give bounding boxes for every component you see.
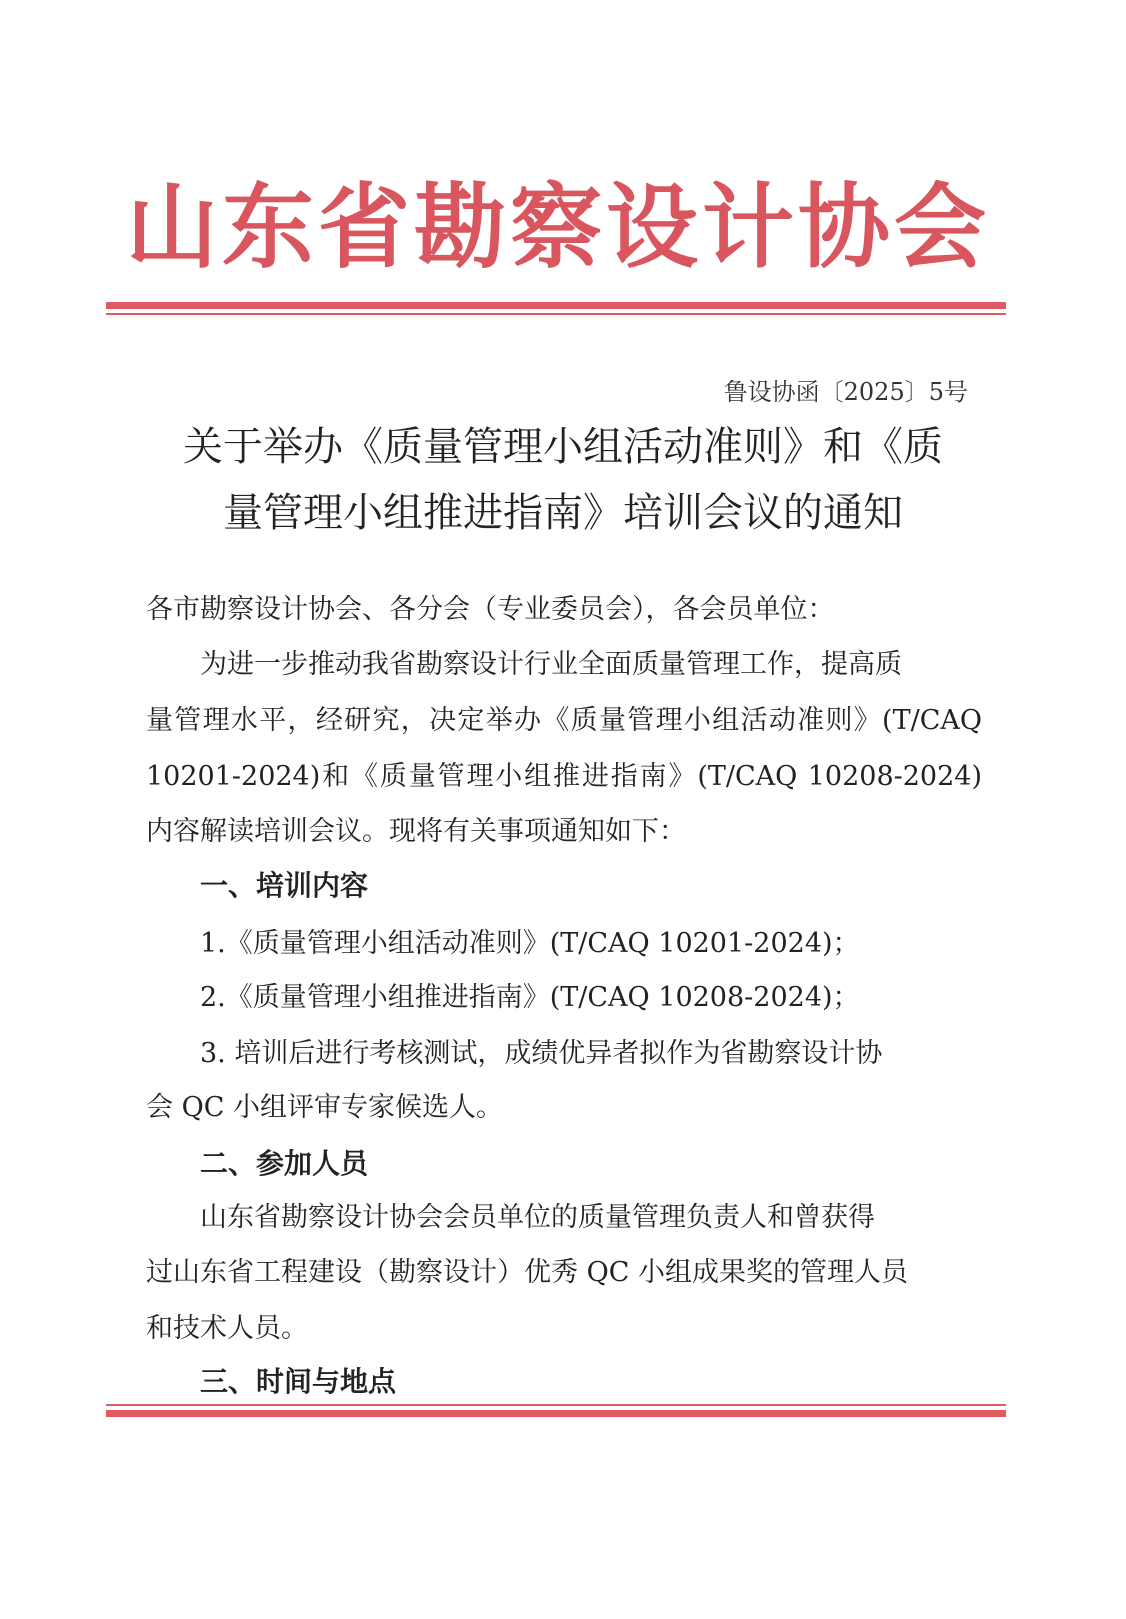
section3-heading: 三、时间与地点: [200, 1365, 397, 1398]
section1-heading: 一、培训内容: [200, 869, 369, 902]
document-title: [130, 414, 996, 546]
section1-item-2: 2.《质量管理小组推进指南》(T/CAQ 10208-2024)；: [200, 982, 860, 1013]
footer-red-rule: [106, 1404, 1006, 1417]
section1-item-3-line-2: 会 QC 小组评审专家候选人。: [146, 1092, 503, 1123]
intro-line-1: 为进一步推动我省勘察设计行业全面质量管理工作，提高质: [200, 649, 902, 680]
intro-line-2: 量管理水平，经研究，决定举办《质量管理小组活动准则》(T/CAQ: [146, 705, 982, 736]
intro-line-4: 内容解读培训会议。现将有关事项通知如下：: [146, 816, 686, 847]
title-line-2: 量管理小组推进指南》培训会议的通知: [223, 490, 903, 536]
intro-line-3: 10201-2024)和《质量管理小组推进指南》(T/CAQ 10208-2024): [146, 761, 982, 792]
section2-heading: 二、参加人员: [200, 1147, 369, 1180]
salutation: 各市勘察设计协会、各分会（专业委员会），各会员单位：: [146, 594, 835, 625]
title-line-1: 关于举办《质量管理小组活动准则》和《质: [183, 424, 943, 470]
header-red-rule: [106, 302, 1006, 315]
section1-item-3-line-1: 3. 培训后进行考核测试，成绩优异者拟作为省勘察设计协: [200, 1038, 883, 1069]
section2-line-1: 山东省勘察设计协会会员单位的质量管理负责人和曾获得: [200, 1202, 875, 1233]
section2-line-3: 和技术人员。: [146, 1313, 308, 1344]
section2-line-2: 过山东省工程建设（勘察设计）优秀 QC 小组成果奖的管理人员: [146, 1257, 908, 1288]
document-number: 鲁设协函〔2025〕5号: [723, 378, 968, 406]
org-name-header: 山东省勘察设计协会: [125, 174, 990, 281]
section1-item-1: 1.《质量管理小组活动准则》(T/CAQ 10201-2024)；: [200, 928, 860, 959]
